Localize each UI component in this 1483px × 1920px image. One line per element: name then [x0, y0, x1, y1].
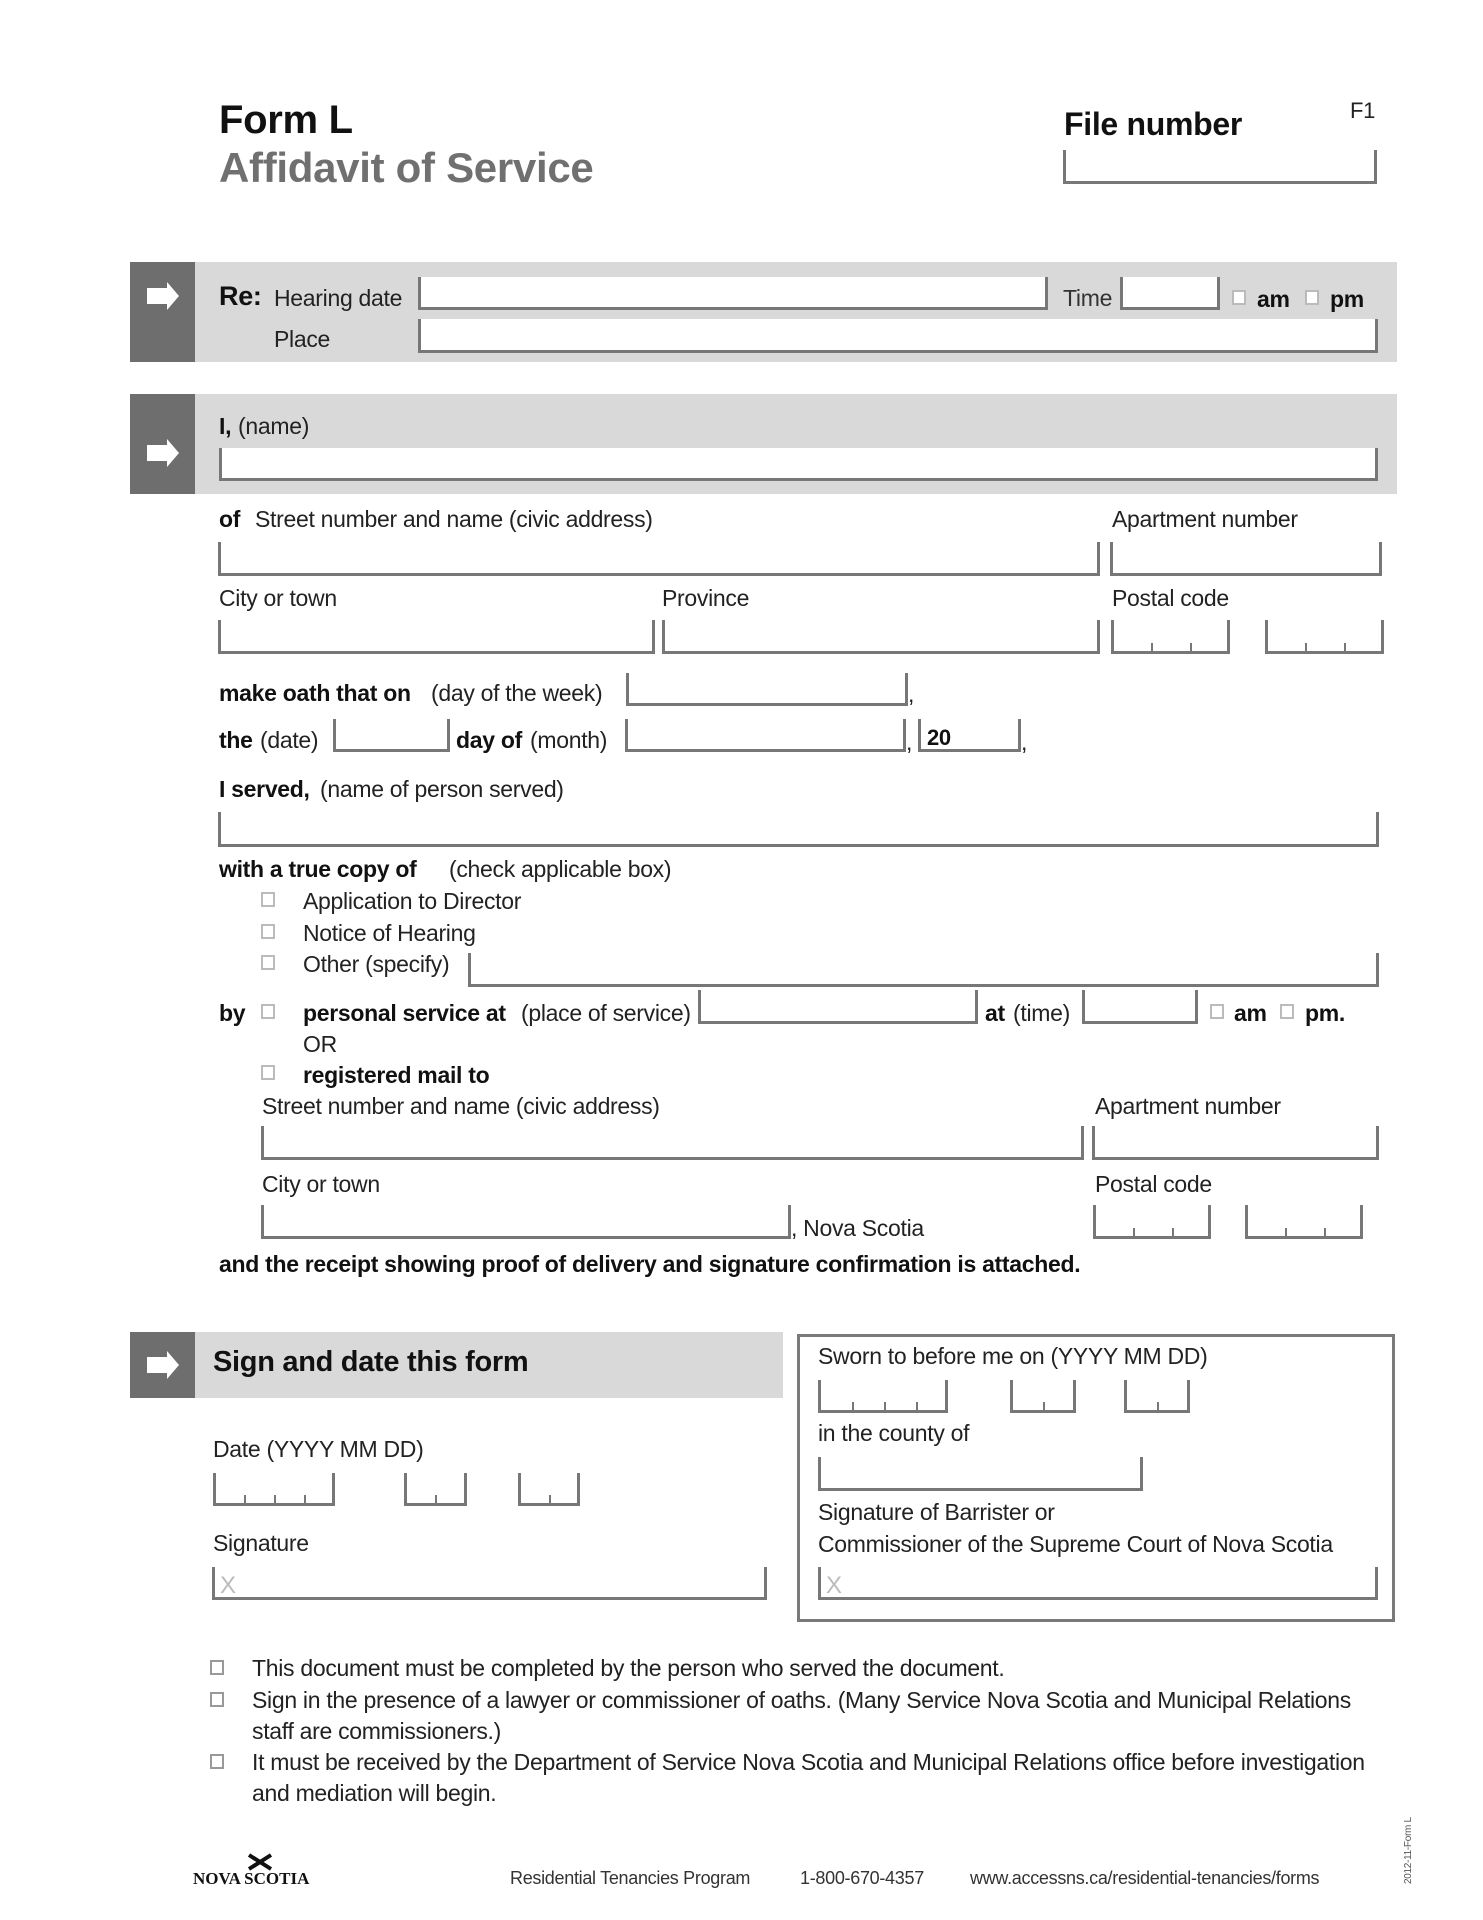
mail-street-field[interactable]: [261, 1126, 1084, 1160]
form-title: Affidavit of Service: [219, 144, 594, 191]
form-id: Form L: [219, 98, 353, 142]
mail-city-label: City or town: [262, 1171, 380, 1197]
footer-program: Residential Tenancies Program: [510, 1868, 751, 1888]
hearing-time-field[interactable]: [1120, 277, 1220, 310]
checklist-checkbox[interactable]: [210, 1754, 224, 1769]
arrow-right-icon: [147, 282, 181, 310]
hearing-am-checkbox[interactable]: [1232, 290, 1246, 305]
sworn-date-month[interactable]: [1010, 1380, 1076, 1413]
checklist-item-continued: and mediation will begin.: [252, 1780, 497, 1806]
registered-mail-checkbox[interactable]: [261, 1065, 275, 1080]
county-label: in the county of: [818, 1420, 970, 1446]
make-oath-label: make oath that on: [219, 680, 411, 706]
checklist-item: This document must be completed by the person who served the document.: [252, 1655, 1005, 1681]
checklist-checkbox[interactable]: [210, 1692, 224, 1707]
pm-label: pm.: [1305, 1000, 1345, 1026]
mail-apartment-label: Apartment number: [1095, 1093, 1281, 1119]
service-pm-checkbox[interactable]: [1280, 1004, 1294, 1019]
or-label: OR: [303, 1031, 337, 1057]
comma: ,: [908, 681, 915, 707]
nova-scotia-logo: [193, 1853, 323, 1893]
province-field[interactable]: [662, 620, 1100, 654]
i-label: I,: [219, 413, 232, 439]
year-prefix: 20: [927, 725, 951, 750]
mail-city-field[interactable]: [261, 1205, 791, 1239]
application-to-director-checkbox[interactable]: [261, 892, 275, 907]
personal-service-label: personal service at: [303, 1000, 506, 1026]
am-label: am: [1234, 1000, 1267, 1026]
arrow-right-icon: [147, 1351, 181, 1379]
sworn-date-day[interactable]: [1124, 1380, 1190, 1413]
month-field[interactable]: [625, 719, 906, 752]
hearing-date-label: Hearing date: [274, 285, 403, 311]
mail-apartment-field[interactable]: [1092, 1126, 1379, 1160]
commissioner-signature-label-1: Signature of Barrister or: [818, 1499, 1055, 1525]
footer-url[interactable]: www.accessns.ca/residential-tenancies/forms: [970, 1868, 1320, 1888]
signature-label: Signature: [213, 1530, 309, 1556]
sign-date-month[interactable]: [404, 1473, 467, 1506]
personal-service-checkbox[interactable]: [261, 1004, 275, 1019]
checklist-item: It must be received by the Department of Service Nova Scotia and Municipal Relations office before investigation: [252, 1749, 1365, 1775]
served-hint: (name of person served): [320, 776, 564, 802]
place-label: Place: [274, 326, 331, 352]
of-label: of: [219, 506, 241, 532]
mail-postal-part-2[interactable]: [1245, 1205, 1363, 1239]
apartment-field[interactable]: [1110, 542, 1382, 576]
by-label: by: [219, 1000, 246, 1026]
city-field[interactable]: [218, 620, 655, 654]
person-served-field[interactable]: [218, 812, 1379, 847]
sworn-label: Sworn to before me on (YYYY MM DD): [818, 1343, 1208, 1369]
document-option-label: Other (specify): [303, 951, 450, 977]
date-hint: (date): [260, 727, 319, 753]
commissioner-signature-label-2: Commissioner of the Supreme Court of Nova Scotia: [818, 1531, 1333, 1557]
re-section-marker: [130, 262, 195, 362]
month-hint: (month): [530, 727, 608, 753]
city-label: City or town: [219, 585, 337, 611]
name-hint: (name): [238, 413, 310, 439]
checklist-item-continued: staff are commissioners.): [252, 1718, 501, 1744]
mail-postal-label: Postal code: [1095, 1171, 1212, 1197]
signature-placeholder: X: [220, 1572, 237, 1599]
time-hint: (time): [1013, 1000, 1070, 1026]
service-am-checkbox[interactable]: [1210, 1004, 1224, 1019]
re-label: Re:: [219, 281, 262, 311]
place-of-service-hint: (place of service): [521, 1000, 691, 1026]
street-label: Street number and name (civic address): [255, 506, 653, 532]
signature-field[interactable]: [212, 1567, 767, 1600]
checklist-checkbox[interactable]: [210, 1660, 224, 1675]
the-label: the: [219, 727, 253, 753]
am-label: am: [1257, 286, 1290, 312]
province-label: Province: [662, 585, 750, 611]
file-number-field[interactable]: [1063, 150, 1377, 184]
postal-label: Postal code: [1112, 585, 1229, 611]
at-label: at: [985, 1000, 1005, 1026]
hearing-pm-checkbox[interactable]: [1305, 290, 1319, 305]
logo-text: NOVA SCOTIA: [193, 1869, 310, 1888]
document-option-label: Application to Director: [303, 888, 522, 914]
checklist-item: Sign in the presence of a lawyer or commissioner of oaths. (Many Service Nova Scotia and Municipal Relations: [252, 1687, 1351, 1713]
mail-street-label: Street number and name (civic address): [262, 1093, 660, 1119]
file-number-label: File number: [1064, 106, 1243, 142]
day-of-week-hint: (day of the week): [431, 680, 603, 706]
hearing-date-field[interactable]: [418, 277, 1048, 310]
arrow-right-icon: [147, 439, 181, 467]
served-label: I served,: [219, 776, 310, 802]
service-time-field[interactable]: [1082, 990, 1198, 1024]
commissioner-signature-field[interactable]: [818, 1567, 1378, 1600]
name-field[interactable]: [219, 448, 1378, 481]
footer-revision: 2012-11-Form L: [1403, 1817, 1414, 1884]
signature-placeholder: X: [826, 1572, 843, 1599]
receipt-statement: and the receipt showing proof of delivery and signature confirmation is attached.: [219, 1251, 1081, 1277]
sworn-date-year[interactable]: [818, 1380, 948, 1413]
pm-label: pm: [1330, 286, 1364, 312]
place-field[interactable]: [418, 319, 1378, 353]
true-copy-hint: (check applicable box): [449, 856, 672, 882]
year-field[interactable]: [918, 719, 1021, 752]
nova-scotia-suffix: , Nova Scotia: [791, 1215, 924, 1241]
postal-code-part-1[interactable]: [1111, 620, 1230, 654]
sign-section-marker: [130, 1332, 195, 1398]
comma: ,: [1021, 729, 1028, 755]
true-copy-label: with a true copy of: [219, 856, 417, 882]
comma: ,: [906, 729, 913, 755]
registered-mail-label: registered mail to: [303, 1062, 490, 1088]
day-of-week-field[interactable]: [626, 673, 908, 706]
document-option-label: Notice of Hearing: [303, 920, 476, 946]
notice-of-hearing-checkbox[interactable]: [261, 924, 275, 939]
place-of-service-field[interactable]: [698, 990, 978, 1024]
page-code: F1: [1350, 98, 1376, 123]
sign-date-day[interactable]: [518, 1473, 580, 1506]
mail-postal-part-1[interactable]: [1093, 1205, 1211, 1239]
sign-date-label: Date (YYYY MM DD): [213, 1436, 424, 1462]
time-label: Time: [1063, 285, 1113, 311]
sign-section-title: Sign and date this form: [213, 1346, 529, 1378]
day-of-label: day of: [456, 727, 522, 753]
street-field[interactable]: [218, 542, 1100, 576]
postal-code-part-2[interactable]: [1265, 620, 1384, 654]
county-field[interactable]: [818, 1457, 1143, 1491]
name-section-marker: [130, 394, 195, 494]
apartment-label: Apartment number: [1112, 506, 1298, 532]
footer-phone: 1-800-670-4357: [800, 1868, 924, 1888]
date-field[interactable]: [333, 719, 450, 752]
other-document-checkbox[interactable]: [261, 955, 275, 970]
sign-date-year[interactable]: [213, 1473, 335, 1506]
other-specify-field[interactable]: [468, 953, 1379, 987]
